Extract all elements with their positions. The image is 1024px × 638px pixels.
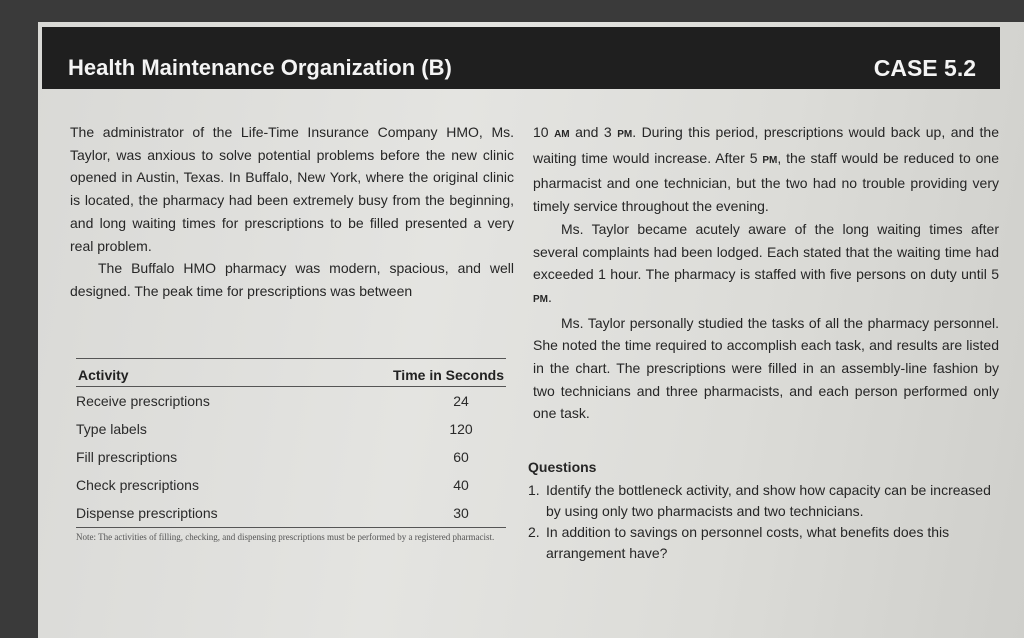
paragraph-study: Ms. Taylor personally studied the tasks of all the pharmacy personnel. She noted the time required to accomplish each task, and results are listed in the chart. The prescriptions were filled in an assembly-line fashion by two technicians and three pharmacists, and each person performed only one task. [533,314,999,422]
question-text: In addition to savings on personnel costs, what benefits does this arrangement have? [546,524,950,561]
paragraph-complaints: Ms. Taylor became acutely aware of the long waiting times after several complaints had been lodged. Each stated that the waiting time had exceeded 1 hour. The pharmacy is staffed with five persons on duty until 5 PM. [533,220,999,305]
right-column [533,121,999,425]
time-cell: 30 [453,505,469,521]
question-number: 1. [528,482,540,498]
table-row [76,387,506,415]
questions-heading: Questions [528,459,597,475]
paragraph-peak-time: 10 AM and 3 PM. During this period, prescriptions would back up, and the waiting time would increase. After 5 PM, the staff would be reduced to one pharmacist and one technician, but the two had no trouble providing very timely service throughout the evening. [533,124,1000,215]
activity-cell: Fill prescriptions [76,449,178,465]
activity-cell: Check prescriptions [76,477,199,493]
time-cell: 120 [449,421,473,437]
time-cell: 60 [453,449,469,465]
table-row [76,443,506,471]
case-header-banner [42,27,1000,89]
activity-time-table [76,358,506,543]
table-row [76,415,506,443]
paragraph-pharmacy: The Buffalo HMO pharmacy was modern, spacious, and well designed. The peak time for prescriptions was between [70,260,514,299]
table-row [76,499,506,527]
case-number: CASE 5.2 [873,55,976,81]
time-cell: 40 [453,477,469,493]
time-cell: 24 [453,393,469,409]
questions-section [528,457,998,564]
question-item [528,480,998,522]
table-header [76,359,506,386]
case-title: Health Maintenance Organization (B) [68,55,452,80]
question-item [528,522,998,564]
activity-cell: Dispense prescriptions [76,505,218,521]
table-row [76,471,506,499]
paragraph-intro: The administrator of the Life-Time Insurance Company HMO, Ms. Taylor, was anxious to solve potential problems before the new clinic opened in Austin, Texas. In Buffalo, New York, where the original clinic is located, the pharmacy had been extremely busy from the beginning, and long waiting times for prescriptions to be filled presented a very real problem. [70,124,514,254]
question-number: 2. [528,524,540,540]
activity-cell: Receive prescriptions [76,393,210,409]
left-column [70,121,514,303]
table-note: Note: The activities of filling, checking, and dispensing prescriptions must be performed by a registered pharmacist. [76,532,495,542]
activity-cell: Type labels [76,421,147,437]
question-text: Identify the bottleneck activity, and show how capacity can be increased by using only two pharmacists and two technicians. [546,482,991,519]
header-activity: Activity [78,367,129,383]
header-time: Time in Seconds [393,367,504,383]
